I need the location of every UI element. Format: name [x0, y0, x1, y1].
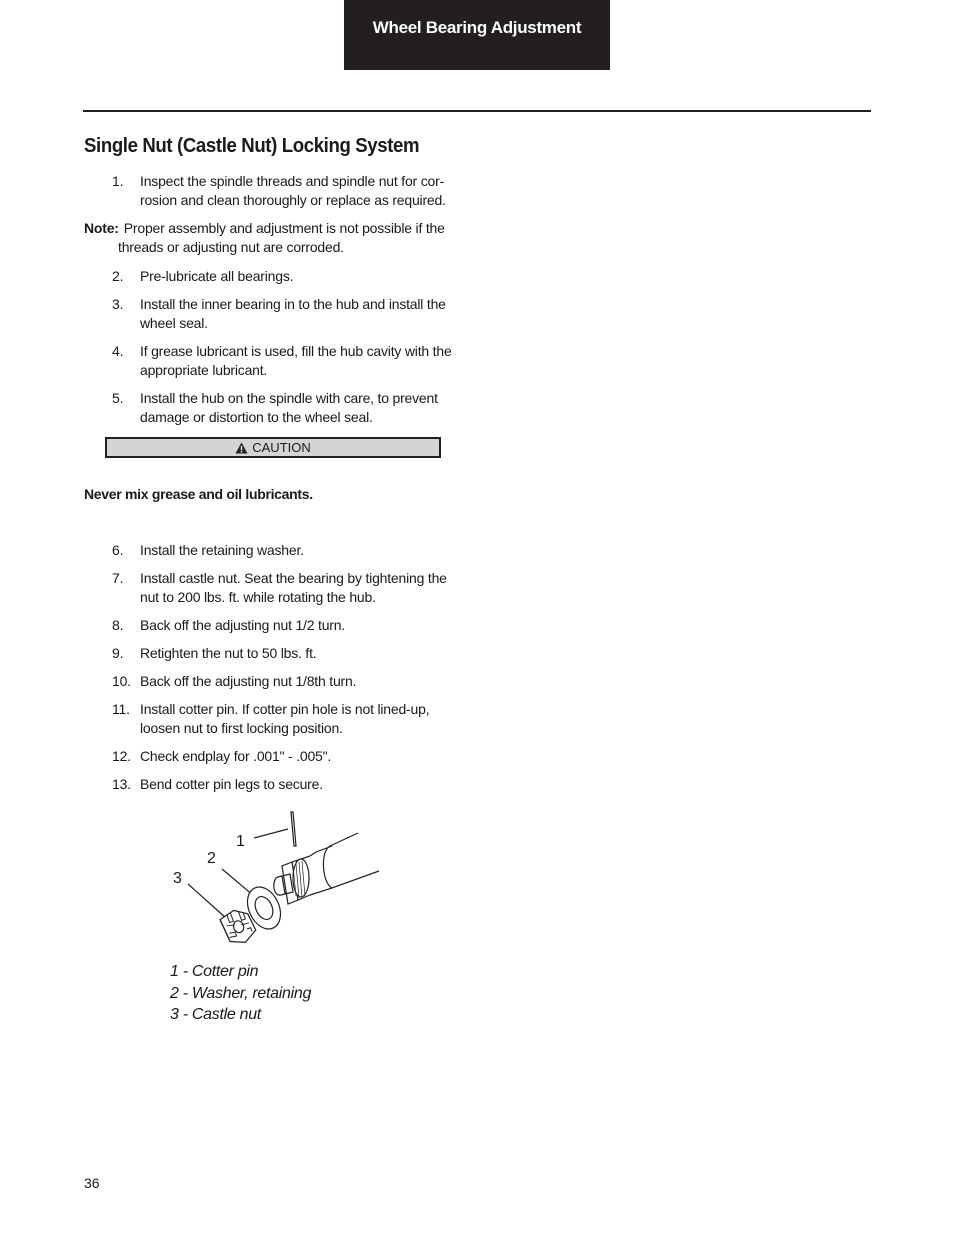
caution-box: [105, 437, 441, 458]
castle-nut-diagram: [160, 800, 390, 965]
step-number: 11.: [112, 701, 130, 717]
step-item: [112, 644, 452, 663]
legend-item: 2 - Washer, retaining: [170, 984, 312, 1002]
step-number: 5.: [112, 390, 124, 406]
note-label: Note:: [84, 220, 119, 236]
caution-text: Never mix grease and oil lubricants.: [84, 486, 313, 502]
figure-legend: [170, 961, 311, 1026]
step-number: 6.: [112, 542, 124, 558]
step-item: [112, 569, 452, 606]
warning-triangle-icon: [235, 442, 248, 454]
callout-1: 1: [236, 833, 245, 850]
step-item: [112, 295, 452, 332]
step-text: Retighten the nut to 50 lbs. ft.: [140, 645, 317, 661]
step-number: 10.: [112, 673, 131, 689]
step-number: 3.: [112, 296, 124, 312]
step-text: Back off the adjusting nut 1/8th turn.: [140, 673, 357, 689]
step-item: [112, 700, 452, 737]
step-number: 7.: [112, 570, 124, 586]
step-text: Back off the adjusting nut 1/2 turn.: [140, 617, 346, 633]
step-number: 1.: [112, 173, 124, 189]
step-text: Install castle nut. Seat the bearing by tightening the nut to 200 lbs. ft. while rotating the hub.: [140, 570, 447, 605]
step-text: Install the retaining washer.: [140, 542, 304, 558]
step-number: 4.: [112, 343, 124, 359]
note-text: Proper assembly and adjustment is not possible if the threads or adjusting nut are corroded.: [118, 220, 445, 255]
step-number: 9.: [112, 645, 124, 661]
step-text: Inspect the spindle threads and spindle nut for cor-rosion and clean thoroughly or replace as required.: [140, 173, 446, 208]
step-item: [112, 267, 452, 286]
header-divider: [83, 110, 871, 112]
step-item: [112, 775, 452, 794]
step-text: Bend cotter pin legs to secure.: [140, 776, 323, 792]
step-text: Pre-lubricate all bearings.: [140, 268, 294, 284]
step-text: Install cotter pin. If cotter pin hole is not lined-up, loosen nut to first locking position.: [140, 701, 430, 736]
step-item: [112, 616, 452, 635]
step-item: [112, 342, 452, 379]
step-number: 12.: [112, 748, 131, 764]
legend-item: 3 - Castle nut: [170, 1006, 261, 1023]
step-item: [112, 172, 452, 209]
note: [84, 219, 478, 256]
exploded-view-illustration: [160, 800, 390, 960]
callout-2: 2: [207, 850, 216, 867]
step-item: [112, 672, 452, 691]
caution-label: CAUTION: [252, 440, 311, 455]
header-tab: [344, 0, 610, 70]
header-title: Wheel Bearing Adjustment: [372, 18, 582, 37]
step-text: Check endplay for .001" - .005".: [140, 748, 332, 764]
step-item: [112, 747, 452, 766]
step-item: [112, 541, 452, 560]
section-title: Single Nut (Castle Nut) Locking System: [84, 135, 420, 157]
step-text: If grease lubricant is used, fill the hub cavity with the appropriate lubricant.: [140, 343, 452, 378]
page-number: 36: [84, 1175, 100, 1191]
step-number: 13.: [112, 776, 131, 792]
step-number: 2.: [112, 268, 124, 284]
step-text: Install the inner bearing in to the hub and install the wheel seal.: [140, 296, 446, 331]
callout-3: 3: [173, 870, 182, 887]
step-item: [112, 389, 452, 426]
legend-item: 1 - Cotter pin: [170, 963, 259, 980]
step-text: Install the hub on the spindle with care, to prevent damage or distortion to the wheel seal.: [140, 390, 438, 425]
step-number: 8.: [112, 617, 124, 633]
